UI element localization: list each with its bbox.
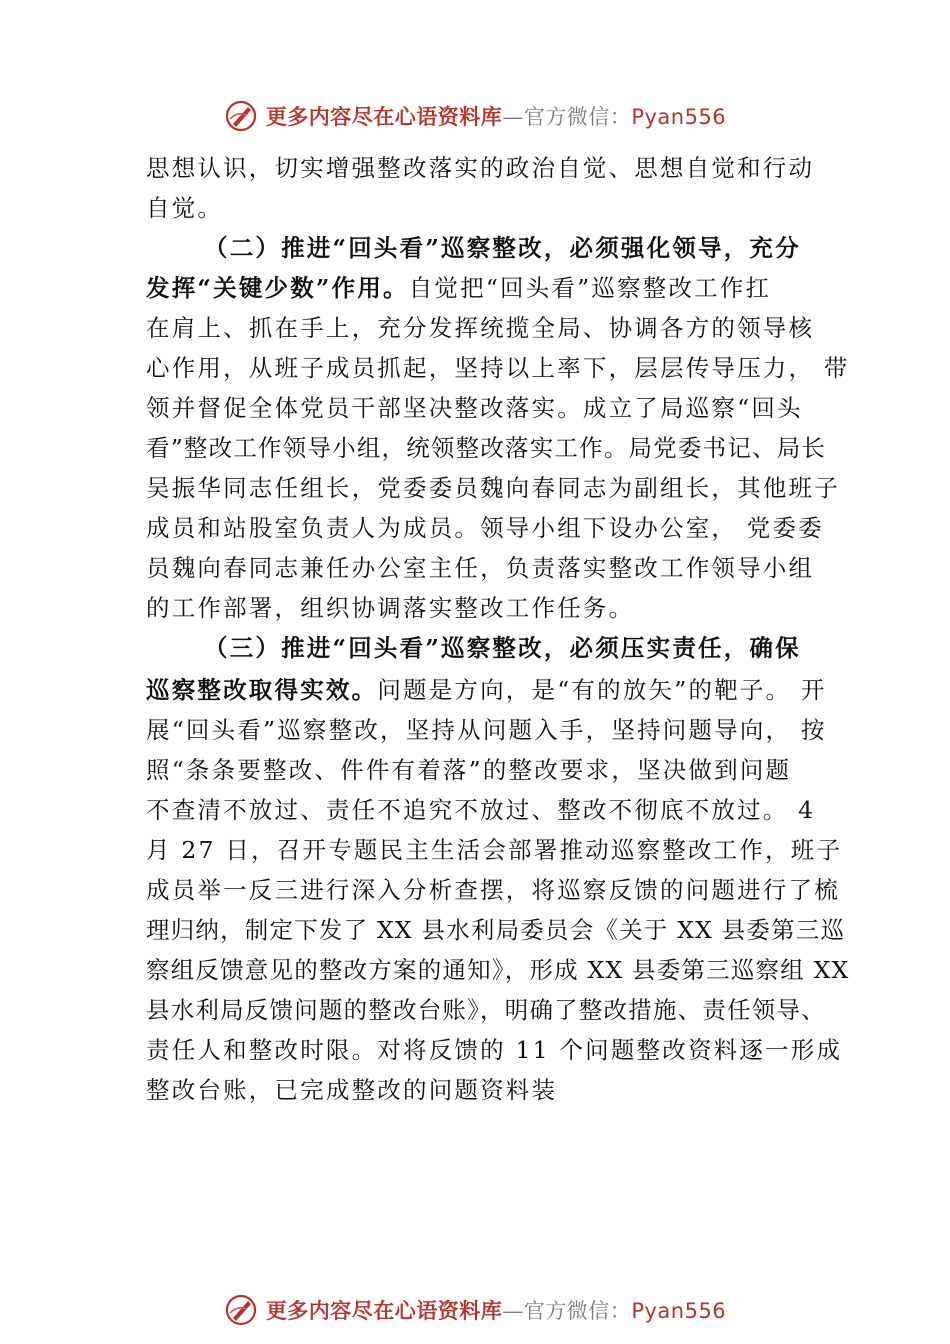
body-line-1: 思想认识，切实增强整改落实的政治自觉、思想自觉和行动 (146, 154, 815, 182)
footer-wechat-label: 官方微信： (523, 1299, 632, 1323)
body-line-14 (146, 670, 827, 710)
pen-logo-icon (224, 1293, 258, 1327)
header-banner (0, 96, 950, 136)
section-heading-3-cont: 巡察整改取得实效。 (146, 676, 378, 704)
body-line-18: 月 27 日，召开专题民主生活会部署推动巡察整改工作，班子 (146, 836, 843, 864)
pen-logo-icon (224, 99, 258, 133)
body-line-6: 心作用，从班子成员抓起，坚持以上率下，层层传导压力， 带 (146, 354, 850, 382)
body-line-22: 县水利局反馈问题的整改台账》，明确了整改措施、责任领导、 (146, 996, 826, 1024)
header-dash: — (502, 105, 524, 129)
body-line-5: 在肩上、抓在手上，充分发挥统揽全局、协调各方的领导核 (146, 314, 815, 342)
body-line-16: 照“条条要整改、件件有着落”的整改要求，坚决做到问题 (146, 756, 792, 784)
footer-text (266, 1295, 726, 1325)
footer-library-text: 更多内容尽在心语资料库 (265, 1298, 503, 1323)
body-line-14-rest: 问题是方向，是“有的放矢”的靶子。 开 (377, 676, 827, 704)
body-line-24: 整改台账，已完成整改的问题资料装 (146, 1076, 558, 1104)
body-line-12: 的工作部署，组织协调落实整改工作任务。 (146, 594, 635, 622)
header-library-text: 更多内容尽在心语资料库 (265, 104, 503, 129)
body-line-15: 展“回头看”巡察整改，坚持从问题入手，坚持问题导向， 按 (146, 716, 827, 744)
section-heading-3: （三）推进“回头看”巡察整改，必须压实责任，确保 (204, 634, 801, 662)
body-line-11: 员魏向春同志兼任办公室主任，负责落实整改工作领导小组 (146, 554, 815, 582)
header-wechat-label: 官方微信： (523, 105, 632, 129)
body-line-23: 责任人和整改时限。对将反馈的 11 个问题整改资料逐一形成 (146, 1036, 843, 1064)
body-line-19: 成员举一反三进行深入分析查摆，将巡察反馈的问题进行了梳 (146, 876, 840, 904)
body-line-4-rest: 自觉把“回头看”巡察整改工作扛 (408, 274, 772, 302)
body-line-4 (146, 268, 771, 308)
header-text (266, 101, 726, 131)
footer-banner (0, 1290, 950, 1330)
section-heading-2-cont: 发挥“关键少数”作用。 (146, 274, 409, 302)
header-wechat-id: Pyan556 (631, 105, 727, 129)
body-line-20: 理归纳，制定下发了 XX 县水利局委员会《关于 XX 县委第三巡 (146, 916, 846, 944)
body-line-7: 领并督促全体党员干部坚决整改落实。成立了局巡察“回头 (146, 394, 803, 422)
section-heading-2: （二）推进“回头看”巡察整改，必须强化领导，充分 (204, 234, 801, 262)
footer-dash: — (502, 1299, 524, 1323)
body-line-17: 不查清不放过、责任不追究不放过、整改不彻底不放过。 4 (146, 796, 816, 824)
body-line-21: 察组反馈意见的整改方案的通知》，形成 XX 县委第三巡察组 XX (146, 956, 850, 984)
footer-wechat-id: Pyan556 (631, 1299, 727, 1323)
body-line-10: 成员和站股室负责人为成员。领导小组下设办公室， 党委委 (146, 514, 824, 542)
body-line-2: 自觉。 (146, 194, 224, 222)
body-line-8: 看”整改工作领导小组，统领整改落实工作。局党委书记、局长 (146, 434, 827, 462)
body-line-9: 吴振华同志任组长，党委委员魏向春同志为副组长，其他班子 (146, 474, 840, 502)
